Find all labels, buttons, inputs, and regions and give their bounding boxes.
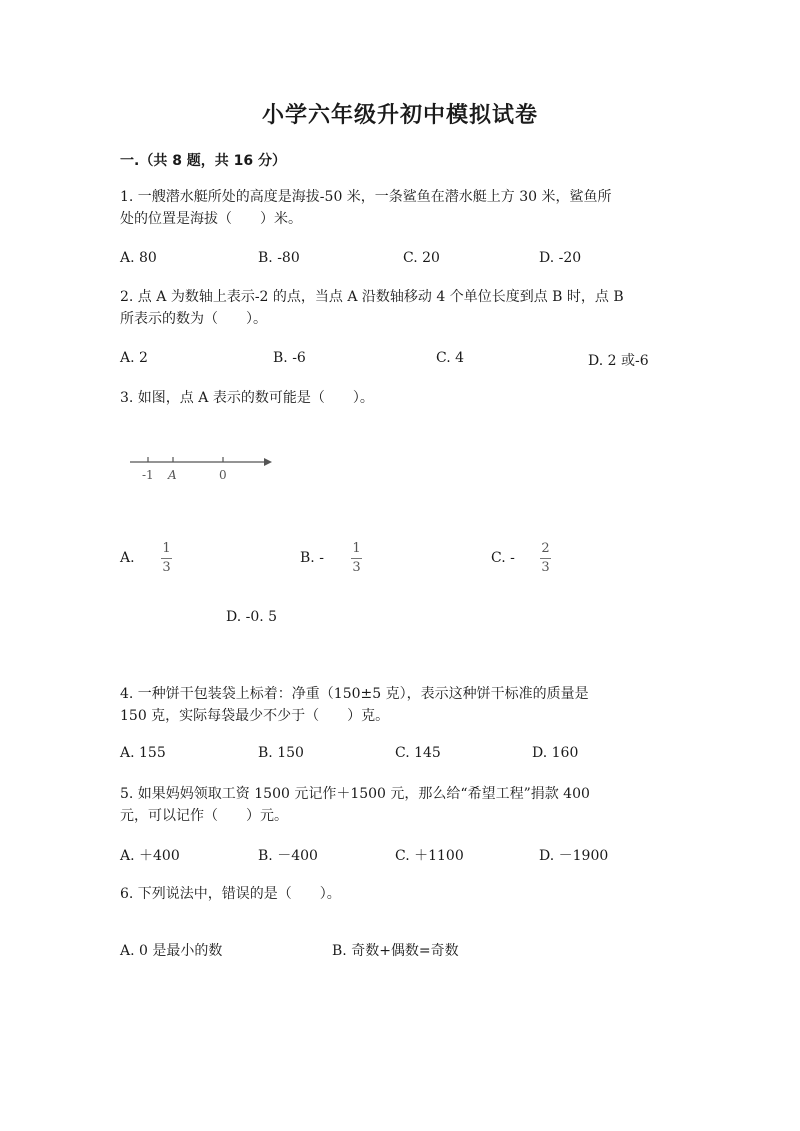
label-minus-1: -1 — [142, 468, 154, 482]
question-4-line-1: 4. 一种饼干包装袋上标着：净重（150±5 克），表示这种饼干标准的质量是 — [120, 686, 589, 702]
question-5-line-2: 元，可以记作（ ）元。 — [120, 808, 288, 824]
q2-option-b: B. -6 — [273, 350, 306, 366]
q3-option-a-fraction — [161, 541, 172, 576]
q3-option-c-fraction — [540, 541, 551, 576]
question-1-line-2: 处的位置是海拔（ ）米。 — [120, 211, 302, 227]
q1-option-b: B. -80 — [258, 250, 300, 266]
q2-option-c: C. 4 — [436, 350, 465, 366]
fraction-numerator: 1 — [352, 541, 361, 556]
fraction-denominator: 3 — [352, 560, 361, 575]
q5-option-d: D. －1900 — [539, 848, 609, 864]
q3-option-d: D. -0. 5 — [226, 609, 278, 625]
q6-option-a: A. 0 是最小的数 — [120, 943, 223, 959]
q4-option-d: D. 160 — [532, 745, 579, 761]
question-5-line-1: 5. 如果妈妈领取工资 1500 元记作＋1500 元，那么给“希望工程”捐款 400 — [120, 786, 590, 802]
q2-option-a: A. 2 — [120, 350, 148, 366]
q3-option-b-fraction — [351, 541, 362, 576]
page-title: 小学六年级升初中模拟试卷 — [261, 103, 538, 128]
question-2-line-2: 所表示的数为（ ）。 — [120, 311, 267, 327]
q1-option-c: C. 20 — [403, 250, 440, 266]
number-line-figure — [128, 452, 273, 486]
fraction-bar — [161, 558, 172, 559]
q5-option-a: A. ＋400 — [120, 848, 180, 864]
q4-option-c: C. 145 — [395, 745, 441, 761]
q5-option-b: B. －400 — [258, 848, 318, 864]
label-zero: 0 — [219, 468, 227, 482]
fraction-bar — [540, 558, 551, 559]
fraction-denominator: 3 — [541, 560, 550, 575]
fraction-bar — [351, 558, 362, 559]
section-heading: 一.（共 8 题，共 16 分） — [120, 153, 287, 169]
fraction-numerator: 2 — [541, 541, 550, 556]
fraction-numerator: 1 — [162, 541, 171, 556]
q3-option-c-label: C. - — [491, 550, 515, 566]
question-4-line-2: 150 克，实际每袋最少不少于（ ）克。 — [120, 708, 390, 724]
fraction-denominator: 3 — [162, 560, 171, 575]
q1-option-a: A. 80 — [120, 250, 157, 266]
question-1-line-1: 1. 一艘潜水艇所处的高度是海拔-50 米，一条鲨鱼在潜水艇上方 30 米，鲨鱼所 — [120, 189, 612, 205]
q4-option-a: A. 155 — [120, 745, 166, 761]
question-6-line-1: 6. 下列说法中，错误的是（ ）。 — [120, 886, 341, 902]
q1-option-d: D. -20 — [539, 250, 582, 266]
q5-option-c: C. ＋1100 — [395, 848, 464, 864]
number-line-arrow — [264, 458, 272, 466]
question-3-line-1: 3. 如图，点 A 表示的数可能是（ ）。 — [120, 390, 374, 406]
q3-option-b-label: B. - — [300, 550, 324, 566]
q2-option-d: D. 2 或-6 — [588, 353, 649, 369]
q6-option-b: B. 奇数+偶数=奇数 — [332, 943, 459, 959]
label-point-a: A — [168, 468, 177, 482]
q4-option-b: B. 150 — [258, 745, 304, 761]
q3-option-a-label: A. — [120, 550, 135, 566]
question-2-line-1: 2. 点 A 为数轴上表示-2 的点，当点 A 沿数轴移动 4 个单位长度到点 B 时，点 B — [120, 289, 624, 305]
